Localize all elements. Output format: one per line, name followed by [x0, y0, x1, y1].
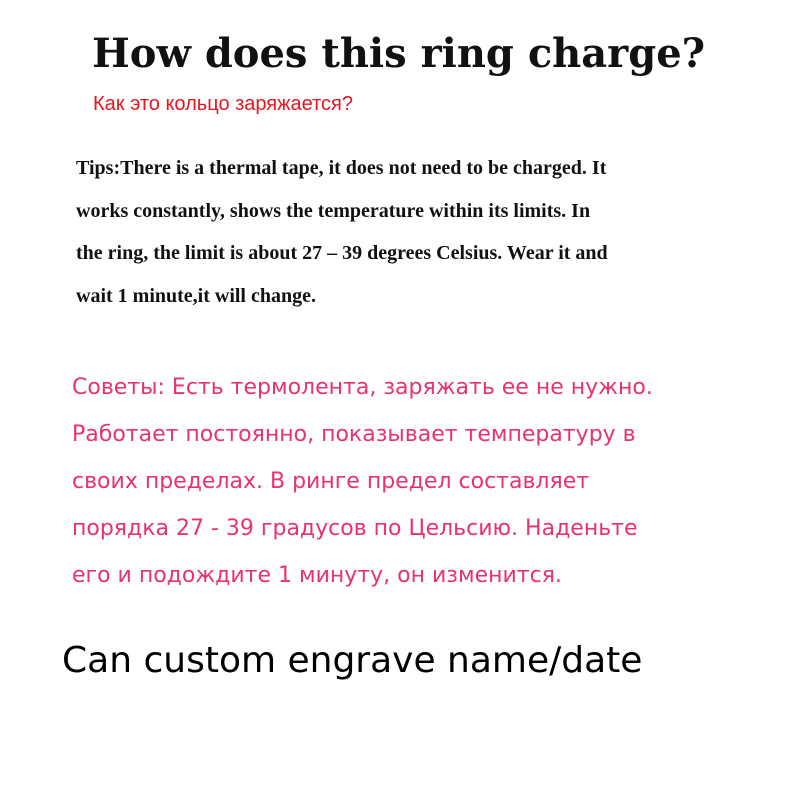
tips-english-line: Tips:There is a thermal tape, it does not need to be charged. It [76, 157, 607, 179]
engrave-note: Can custom engrave name/date [62, 640, 643, 681]
tips-russian-line: порядка 27 - 39 градусов по Цельсию. Наденьте [72, 516, 638, 541]
tips-english-line: works constantly, shows the temperature within its limits. In [76, 199, 591, 222]
tips-russian [72, 364, 752, 599]
tips-russian-line: Советы: Есть термолента, заряжать ее не нужно. [72, 375, 653, 400]
tips-english-line: wait 1 minute,it will change. [76, 284, 316, 307]
tips-russian-line: его и подождите 1 минуту, он изменится. [72, 563, 562, 588]
tips-english-line: the ring, the limit is about 27 – 39 degrees Celsius. Wear it and [76, 242, 608, 264]
tips-russian-line: Работает постоянно, показывает температуру в [72, 422, 636, 447]
russian-subtitle: Как это кольцо заряжается? [93, 93, 353, 115]
page-title: How does this ring charge? [92, 30, 706, 77]
tips-russian-line: своих пределах. В ринге предел составляет [72, 469, 590, 494]
tips-english [76, 147, 766, 317]
